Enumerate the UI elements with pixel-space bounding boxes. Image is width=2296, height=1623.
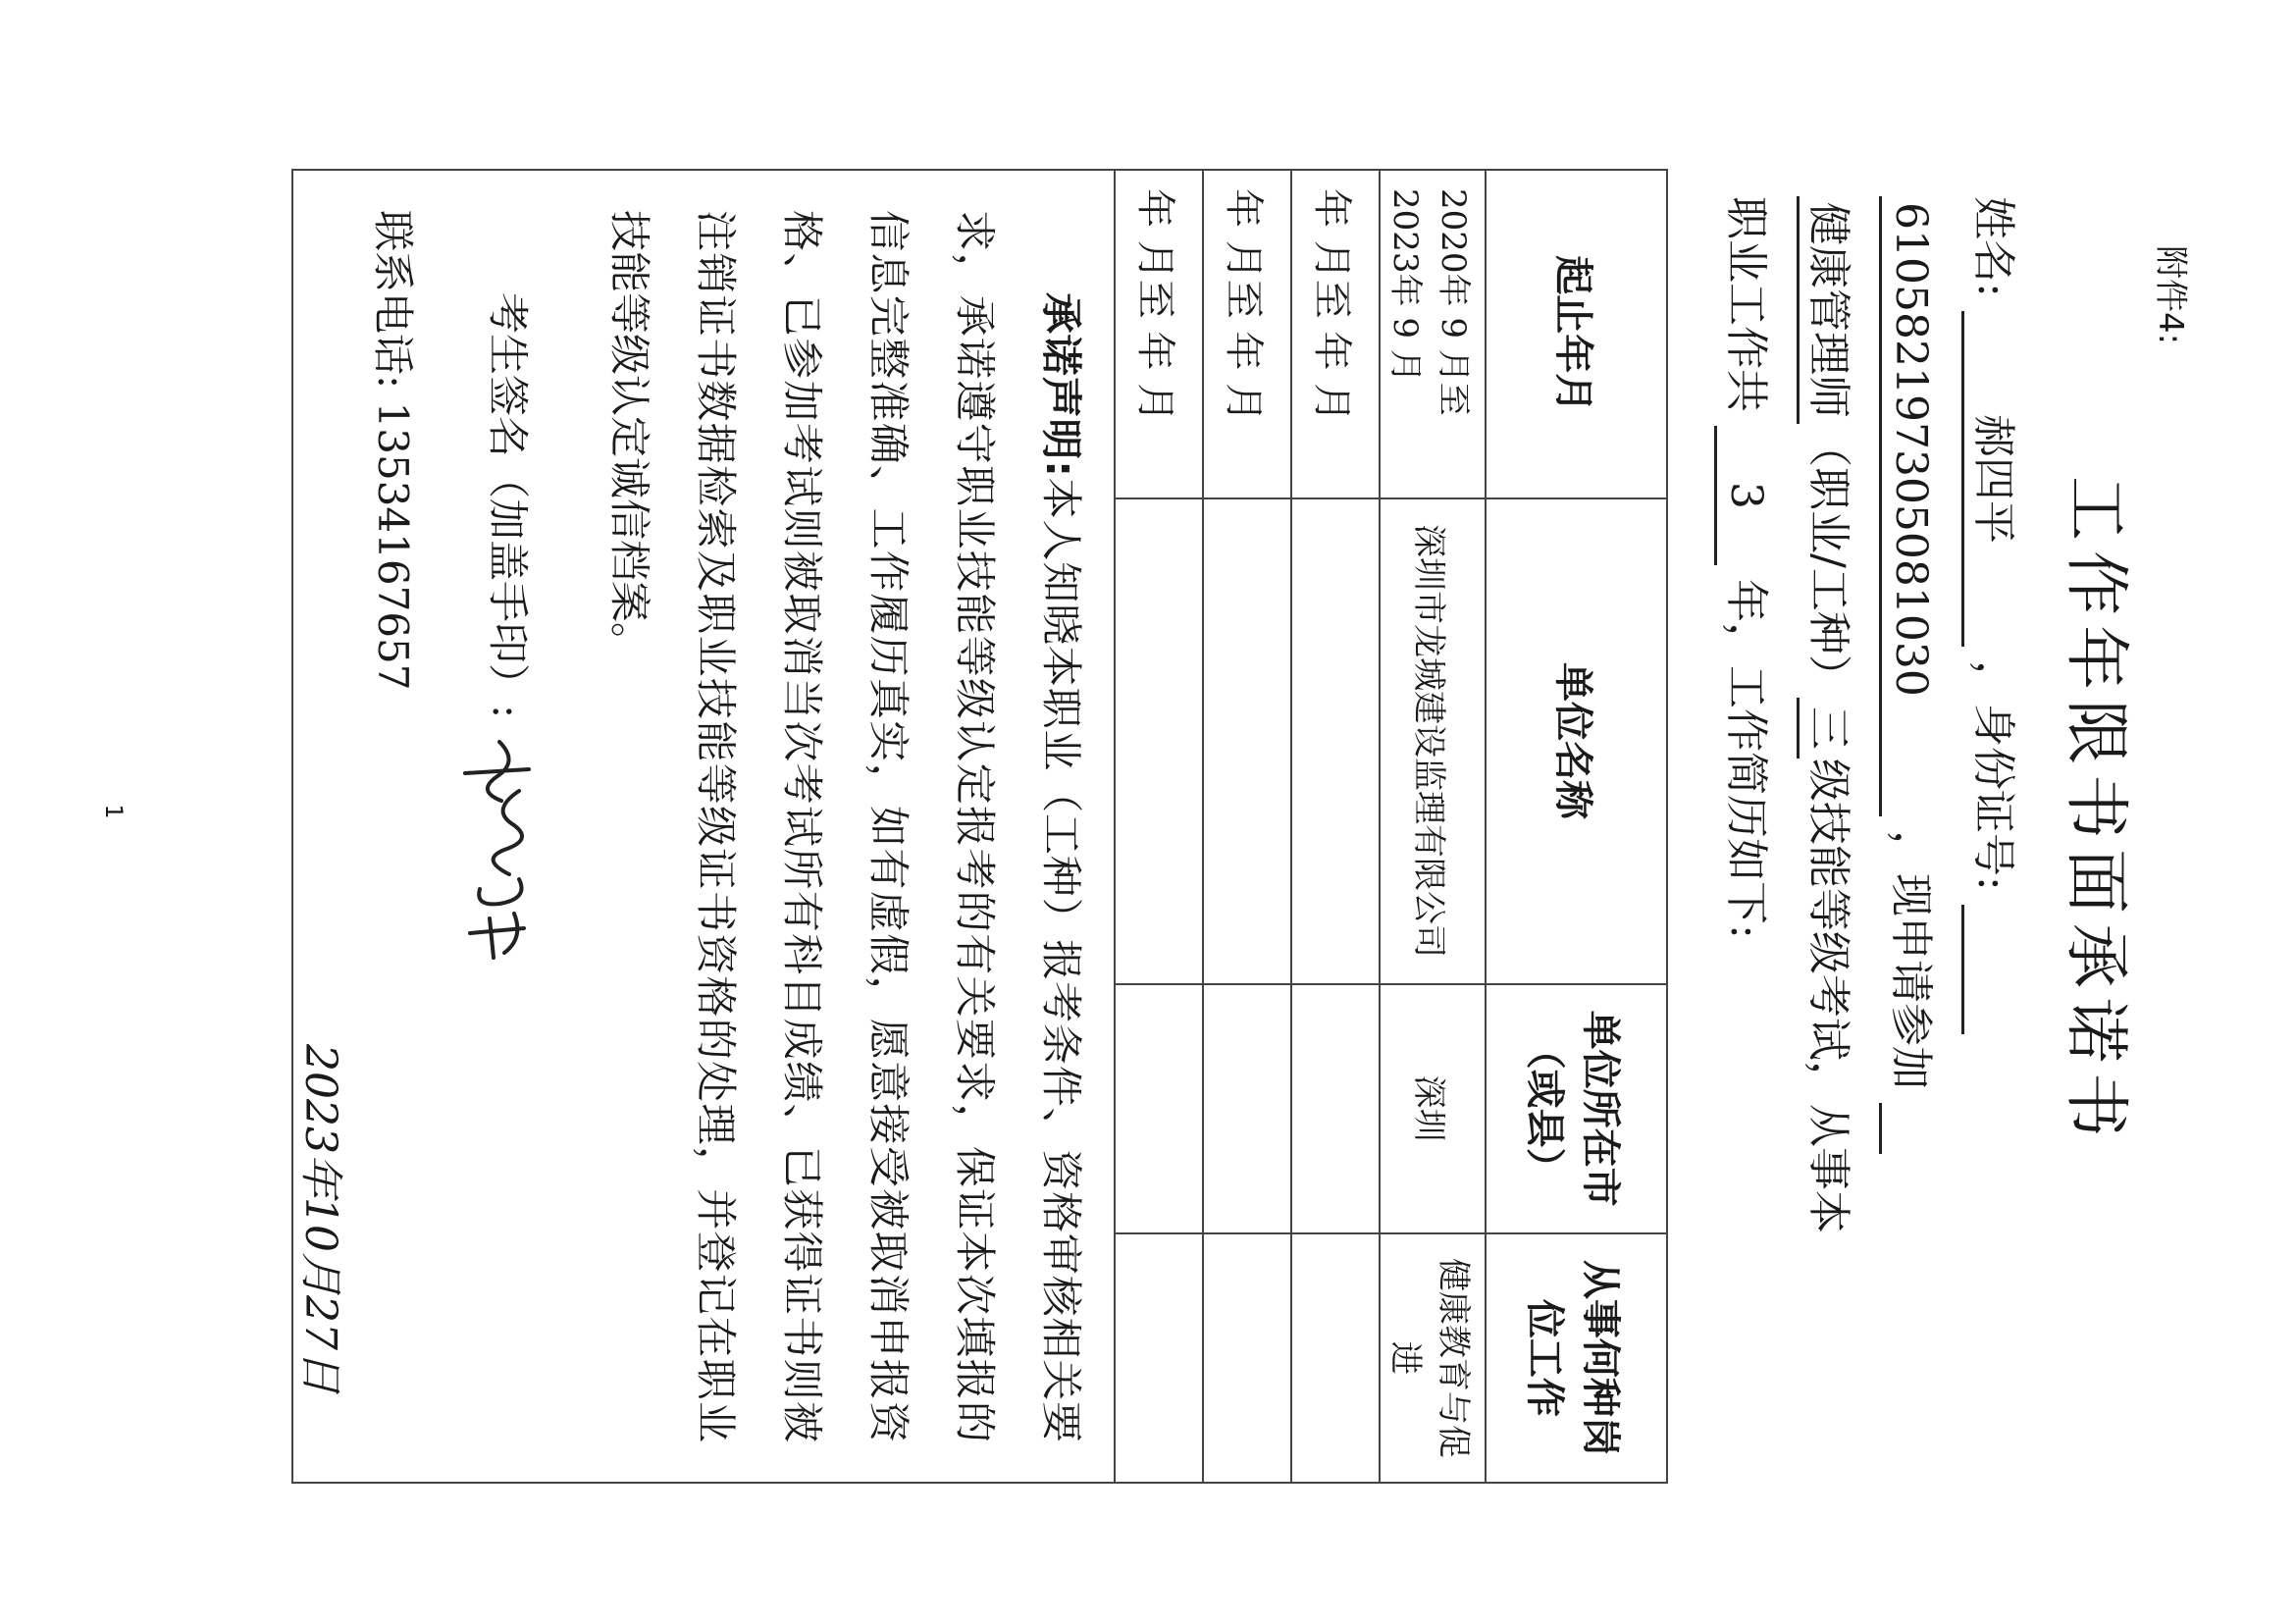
header-location: 单位所在市（或县） [1486,984,1667,1233]
table-row [1380,170,1486,1483]
commitment-cell [292,170,1115,1483]
header-position: 从事何种岗位工作 [1486,1233,1667,1483]
level-text: 级技能等级考试，从事本 [1803,758,1853,1233]
id-blank [1961,905,2021,1034]
name-value: 郝四平 [1961,311,2021,647]
cell-position [1291,1233,1380,1483]
cell-location [1115,984,1203,1233]
cell-employer [1115,498,1203,984]
table-row [1291,170,1380,1483]
page-number: 1 [100,804,128,819]
apply-text: ，现申请参加 [1886,830,1936,1089]
cell-position [1203,1233,1291,1483]
cell-period: 年 月至 年 月 [1203,170,1291,498]
intro-line-3 [1797,196,1856,1233]
level-value: 三 [1797,698,1856,759]
name-label: 姓名: [1968,196,2018,297]
table-row [1203,170,1291,1483]
header-period: 起止年月 [1486,170,1667,498]
phone-label: 联系电话: [369,210,417,390]
signature-label: 考生签名（加盖手印）: [484,292,532,719]
phone-value: 13534167657 [369,401,417,691]
apply-blank [1879,1103,1939,1154]
intro-line-1 [1961,196,2021,1034]
signature-line [450,292,558,1442]
years-value: 3 [1714,426,1774,565]
document-title: 工作年限书面承诺书 [2059,476,2134,1147]
cell-period: 2020年 9 月至2023年 9 月 [1380,170,1486,498]
cell-employer: 深圳市龙城建设监理有限公司 [1380,498,1486,984]
cell-position: 健康教育与促进 [1380,1233,1486,1483]
occupation-label: （职业/工种） [1803,424,1853,698]
table-row [1115,170,1203,1483]
attachment-label: 附件4: [2151,245,2190,345]
cell-location [1203,984,1291,1233]
occupation-value: 健康管理师 [1797,196,1856,424]
table-header-row [1486,170,1667,1483]
commitment-body: 本人知晓本职业（工种）报考条件、资格审核相关要求，承诺遵守职业技能等级认定报考的有关要求，保证本次填报的信息完整准确、工作履历真实，如有虚假，愿意接受被取消申报资格、已参加考试则被取消当次考试所有科目成绩、已获得证书则被注销证书数据检索及职业技能等级证书资格的处理，并登记在职业技能等级认定诚信档案。 [605,210,1085,1442]
intro-line-4 [1714,196,1774,939]
cell-period: 年 月至 年 月 [1115,170,1203,498]
id-label: ，身份证号: [1968,659,2018,891]
commitment-heading: 承诺声明: [1037,292,1085,477]
cell-employer [1203,498,1291,984]
years-prefix: 职业工作共 [1721,196,1771,412]
handwritten-signature [450,732,558,968]
commitment-row [292,170,1115,1483]
cell-location: 深圳 [1380,984,1486,1233]
commitment-paragraph [586,210,1104,1442]
work-history-table [291,169,1668,1484]
cell-position [1115,1233,1203,1483]
id-number-value: 610582197305081030 [1879,196,1939,816]
cell-location [1291,984,1380,1233]
cell-employer [1291,498,1380,984]
years-suffix: 年，工作简历如下: [1721,579,1771,939]
intro-line-2 [1879,196,1939,1154]
phone-line [366,210,425,1442]
signing-date: 2023年10月27日 [295,1044,345,1393]
cell-period: 年 月至 年 月 [1291,170,1380,498]
header-employer: 单位名称 [1486,498,1667,984]
